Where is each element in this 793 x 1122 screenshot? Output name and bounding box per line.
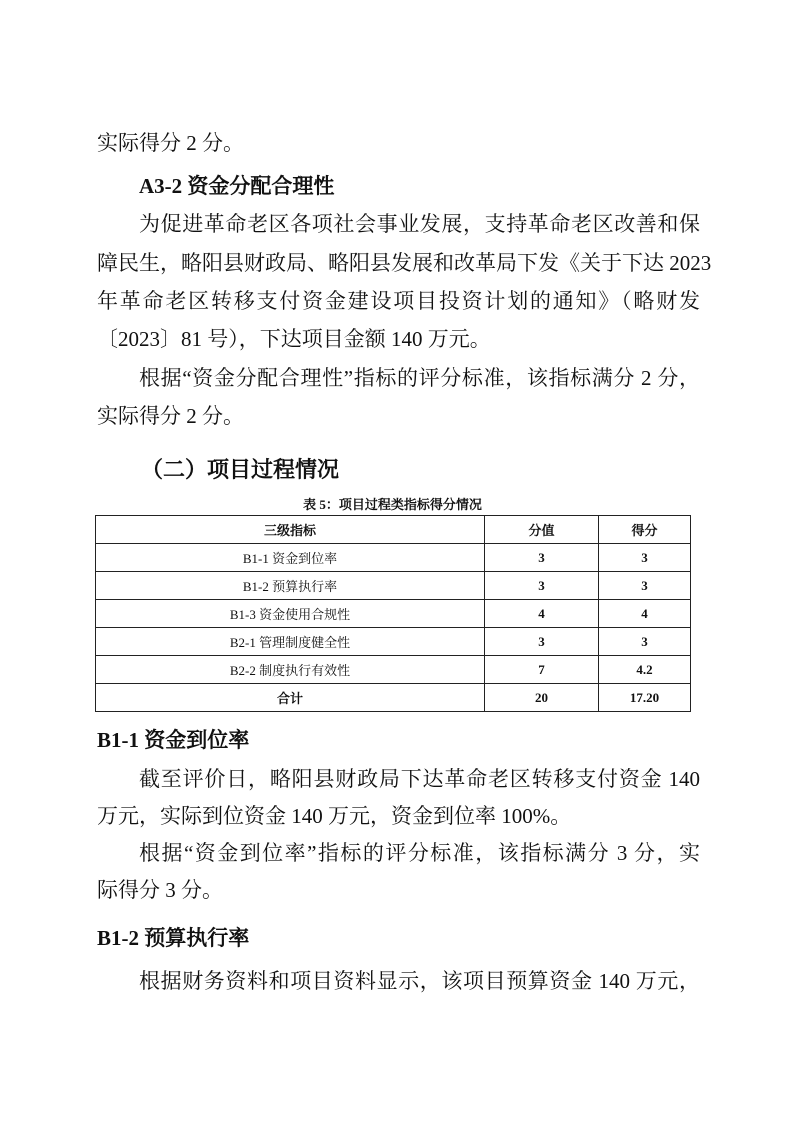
- table-caption: 表 5：项目过程类指标得分情况: [303, 497, 482, 512]
- paragraph-line: 根据财务资料和项目资料显示，该项目预算资金 140 万元，: [139, 969, 700, 993]
- max-score-cell: 7: [485, 656, 599, 684]
- paragraph-line: 年革命老区转移支付资金建设项目投资计划的通知》（略财发: [97, 289, 700, 313]
- score-table: [95, 515, 691, 712]
- table-header-row: [96, 516, 691, 544]
- table-row: [96, 628, 691, 656]
- table-total-row: [96, 684, 691, 712]
- heading-a3-2: A3-2 资金分配合理性: [139, 174, 335, 198]
- paragraph-line: 际得分 3 分。: [97, 878, 223, 902]
- table-row: [96, 656, 691, 684]
- score-cell: 3: [599, 544, 691, 572]
- paragraph-line: 为促进革命老区各项社会事业发展，支持革命老区改善和保: [139, 212, 700, 236]
- heading-b1-1: B1-1 资金到位率: [97, 728, 250, 752]
- max-score-cell: 4: [485, 600, 599, 628]
- section-heading: （二）项目过程情况: [141, 457, 340, 482]
- score-cell: 3: [599, 628, 691, 656]
- paragraph-line: 实际得分 2 分。: [97, 404, 244, 428]
- heading-b1-2: B1-2 预算执行率: [97, 926, 250, 950]
- paragraph-line: 〔2023〕81 号），下达项目金额 140 万元。: [97, 327, 491, 351]
- paragraph-line: 万元，实际到位资金 140 万元，资金到位率 100%。: [97, 804, 572, 828]
- table-row: [96, 600, 691, 628]
- indicator-cell: B1-2 预算执行率: [96, 572, 485, 600]
- header-cell: 三级指标: [96, 516, 485, 544]
- max-score-cell: 3: [485, 572, 599, 600]
- indicator-cell: B1-1 资金到位率: [96, 544, 485, 572]
- max-score-cell: 3: [485, 628, 599, 656]
- indicator-cell: B2-1 管理制度健全性: [96, 628, 485, 656]
- paragraph-line: 实际得分 2 分。: [97, 131, 244, 155]
- indicator-cell: B1-3 资金使用合规性: [96, 600, 485, 628]
- table-row: [96, 572, 691, 600]
- total-max-cell: 20: [485, 684, 599, 712]
- header-cell: 得分: [599, 516, 691, 544]
- table-row: [96, 544, 691, 572]
- indicator-cell: B2-2 制度执行有效性: [96, 656, 485, 684]
- paragraph-line: 障民生，略阳县财政局、略阳县发展和改革局下发《关于下达 2023: [97, 251, 712, 275]
- paragraph-line: 根据“资金到位率”指标的评分标准，该指标满分 3 分，实: [139, 841, 700, 865]
- max-score-cell: 3: [485, 544, 599, 572]
- score-cell: 3: [599, 572, 691, 600]
- header-cell: 分值: [485, 516, 599, 544]
- paragraph-line: 截至评价日，略阳县财政局下达革命老区转移支付资金 140: [139, 767, 700, 791]
- score-cell: 4: [599, 600, 691, 628]
- total-label-cell: 合计: [96, 684, 485, 712]
- total-score-cell: 17.20: [599, 684, 691, 712]
- paragraph-line: 根据“资金分配合理性”指标的评分标准，该指标满分 2 分，: [139, 366, 700, 390]
- score-cell: 4.2: [599, 656, 691, 684]
